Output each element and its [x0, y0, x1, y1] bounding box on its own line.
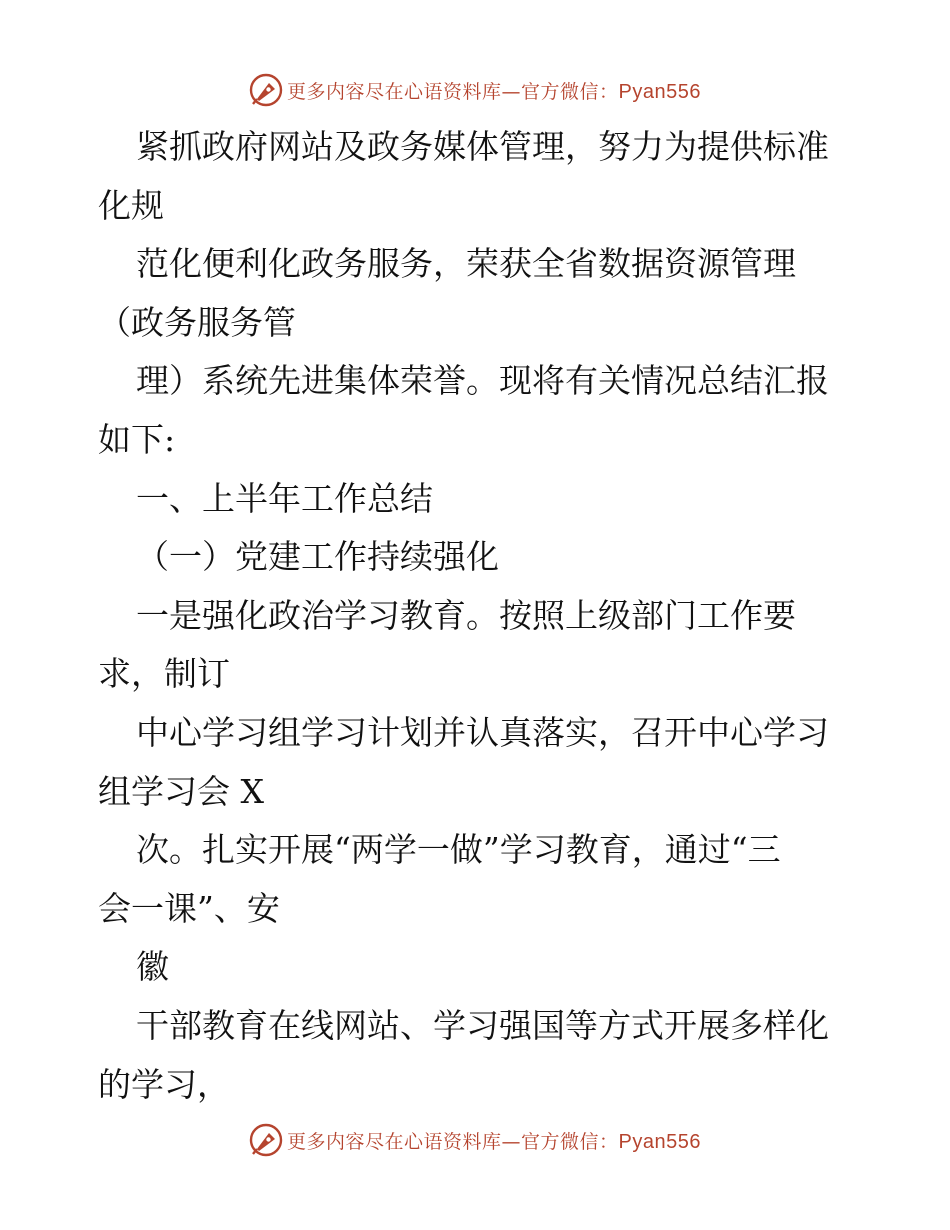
body-text — [98, 118, 858, 1114]
text-line: 求，制订 — [98, 654, 230, 694]
footer-banner — [0, 1120, 950, 1160]
text-line: 会一课”、安 — [98, 888, 280, 928]
banner-label: 更多内容尽在心语资料库—官方微信： — [287, 80, 619, 103]
text-line: 紧抓政府网站及政务媒体管理，努力为提供标准 — [136, 127, 829, 166]
text-line: 中心学习组学习计划并认真落实，召开中心学习 — [136, 712, 829, 752]
text-line: 徽 — [136, 947, 169, 987]
banner-label: 更多内容尽在心语资料库—官方微信： — [287, 1130, 619, 1153]
footer-banner-text — [287, 1127, 701, 1154]
section-heading: 一、上半年工作总结 — [136, 478, 433, 518]
text-line: 的学习， — [98, 1064, 230, 1104]
text-line: 一是强化政治学习教育。按照上级部门工作要 — [136, 595, 796, 635]
text-line: 化规 — [98, 185, 164, 225]
text-line: 次。扎实开展“两学一做”学习教育，通过“三 — [136, 830, 781, 870]
text-line: 范化便利化政务服务，荣获全省数据资源管理 — [136, 244, 796, 284]
text-line: 组学习会 X — [98, 771, 264, 811]
header-banner-text — [287, 77, 701, 104]
text-line: 如下: — [98, 419, 176, 459]
fountain-pen-nib-icon — [249, 73, 283, 107]
banner-wechat-handle: Pyan556 — [618, 1130, 701, 1153]
fountain-pen-nib-icon — [249, 1123, 283, 1157]
banner-wechat-handle: Pyan556 — [618, 80, 701, 103]
text-line: 干部教育在线网站、学习强国等方式开展多样化 — [136, 1005, 829, 1045]
subsection-heading: （一）党建工作持续强化 — [136, 537, 499, 577]
text-line: （政务服务管 — [98, 302, 296, 342]
text-line: 理）系统先进集体荣誉。现将有关情况总结汇报 — [136, 361, 829, 401]
header-banner — [0, 70, 950, 110]
